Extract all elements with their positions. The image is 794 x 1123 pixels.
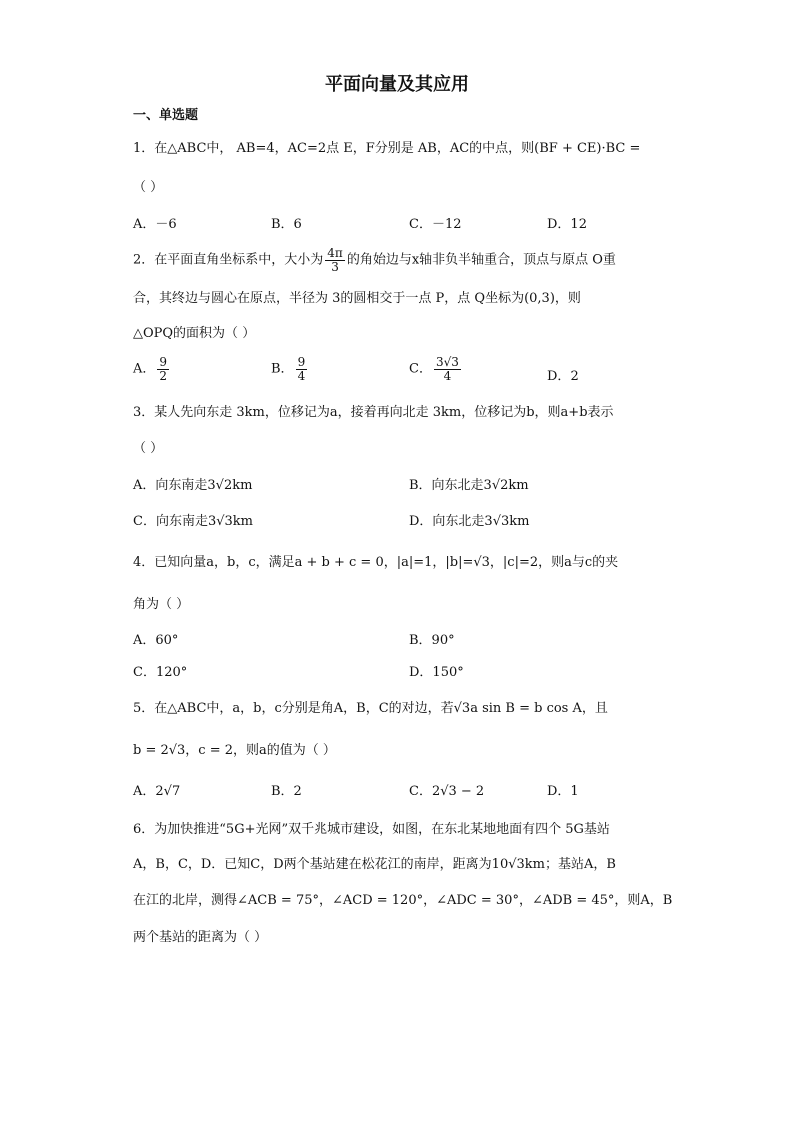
q5-option-b: B．2 — [271, 784, 302, 799]
q2-option-c — [409, 356, 463, 382]
q2-frac-den: 3 — [331, 259, 339, 274]
q2-pre: 2．在平面直角坐标系中，大小为 — [133, 252, 324, 268]
q2-option-b-num: 9 — [297, 355, 306, 369]
q1-option-c: C．－12 — [409, 217, 462, 232]
q2-option-c-fraction — [434, 356, 461, 382]
q2-frac-num: 4π — [327, 246, 343, 260]
page-title: 平面向量及其应用 — [325, 74, 469, 95]
q4-option-a: A．60° — [133, 633, 179, 648]
q2-option-d — [547, 365, 579, 384]
question-6-line-1: 6．为加快推进“5G+光网”双千兆城市建设，如图，在东北某地地面有四个 5G基站 — [133, 822, 610, 837]
q3-option-d: D．向东北走3√3km — [409, 514, 530, 529]
question-5-line-2: b = 2√3，c = 2，则a的值为（ ） — [133, 743, 336, 758]
question-1-text: 1．在△ABC中， AB=4，AC=2点 E，F分别是 AB，AC的中点，则(BF + CE)·BC = — [133, 141, 641, 156]
q2-option-a-den: 2 — [159, 368, 168, 383]
question-4-text: 4．已知向量a，b，c，满足a + b + c = 0，|a|=1，|b|=√3，|c|=2，则a与c的夹 — [133, 555, 619, 570]
q2-option-a-label: A． — [133, 361, 156, 377]
q2-option-b-label: B． — [271, 361, 294, 377]
question-4-line-2: 角为（ ） — [133, 597, 190, 612]
q4-option-b: B．90° — [409, 633, 455, 648]
q2-option-b-den: 4 — [297, 368, 306, 383]
question-3-paren: （ ） — [133, 441, 164, 456]
q4-option-c: C．120° — [133, 665, 188, 680]
q2-option-d-text: 2 — [570, 369, 579, 384]
question-5-text: 5．在△ABC中，a，b，c分别是角A，B，C的对边，若√3a sin B = b cos A，且 — [133, 701, 608, 716]
q2-option-c-den: 4 — [443, 368, 452, 383]
question-3-text: 3．某人先向东走 3km，位移记为a，接着再向北走 3km，位移记为b，则a+b表示 — [133, 405, 614, 420]
q2-option-c-num: 3√3 — [435, 355, 459, 369]
q2-post: 的角始边与x轴非负半轴重合，顶点与原点 O重 — [346, 252, 616, 268]
q2-angle-fraction — [325, 247, 345, 273]
q5-option-d: D．1 — [547, 784, 579, 799]
question-2-line-2: 合，其终边与圆心在原点，半径为 3的圆相交于一点 P，点 Q坐标为(0,3)，则 — [133, 291, 581, 306]
q2-option-a-num: 9 — [159, 355, 168, 369]
q2-option-a-fraction — [157, 356, 169, 382]
question-6-line-3: 在江的北岸，测得∠ACB = 75°，∠ACD = 120°，∠ADC = 30°，∠ADB = 45°，则A，B — [133, 893, 673, 908]
q3-option-b: B．向东北走3√2km — [409, 478, 529, 493]
q1-option-a: A．－6 — [133, 217, 177, 232]
q2-option-a — [133, 356, 171, 382]
q2-option-c-label: C． — [409, 361, 432, 377]
section-heading: 一、单选题 — [133, 108, 199, 123]
question-6-line-4: 两个基站的距离为（ ） — [133, 930, 268, 945]
q1-option-b: B．6 — [271, 217, 302, 232]
q4-option-d: D．150° — [409, 665, 464, 680]
question-2-line-1 — [133, 247, 616, 273]
question-6-line-2: A，B，C，D．已知C，D两个基站建在松花江的南岸，距离为10√3km；基站A，B — [133, 857, 616, 872]
q3-option-a: A．向东南走3√2km — [133, 478, 253, 493]
q2-option-b-fraction — [296, 356, 308, 382]
q3-option-c: C．向东南走3√3km — [133, 514, 253, 529]
q5-option-c: C．2√3 − 2 — [409, 784, 485, 799]
q2-option-b — [271, 356, 309, 382]
q1-option-d: D．12 — [547, 217, 587, 232]
q2-option-d-label: D． — [547, 369, 571, 384]
q5-option-a: A．2√7 — [133, 784, 181, 799]
question-1-paren: （ ） — [133, 180, 164, 195]
question-2-line-3: △OPQ的面积为（ ） — [133, 326, 256, 341]
